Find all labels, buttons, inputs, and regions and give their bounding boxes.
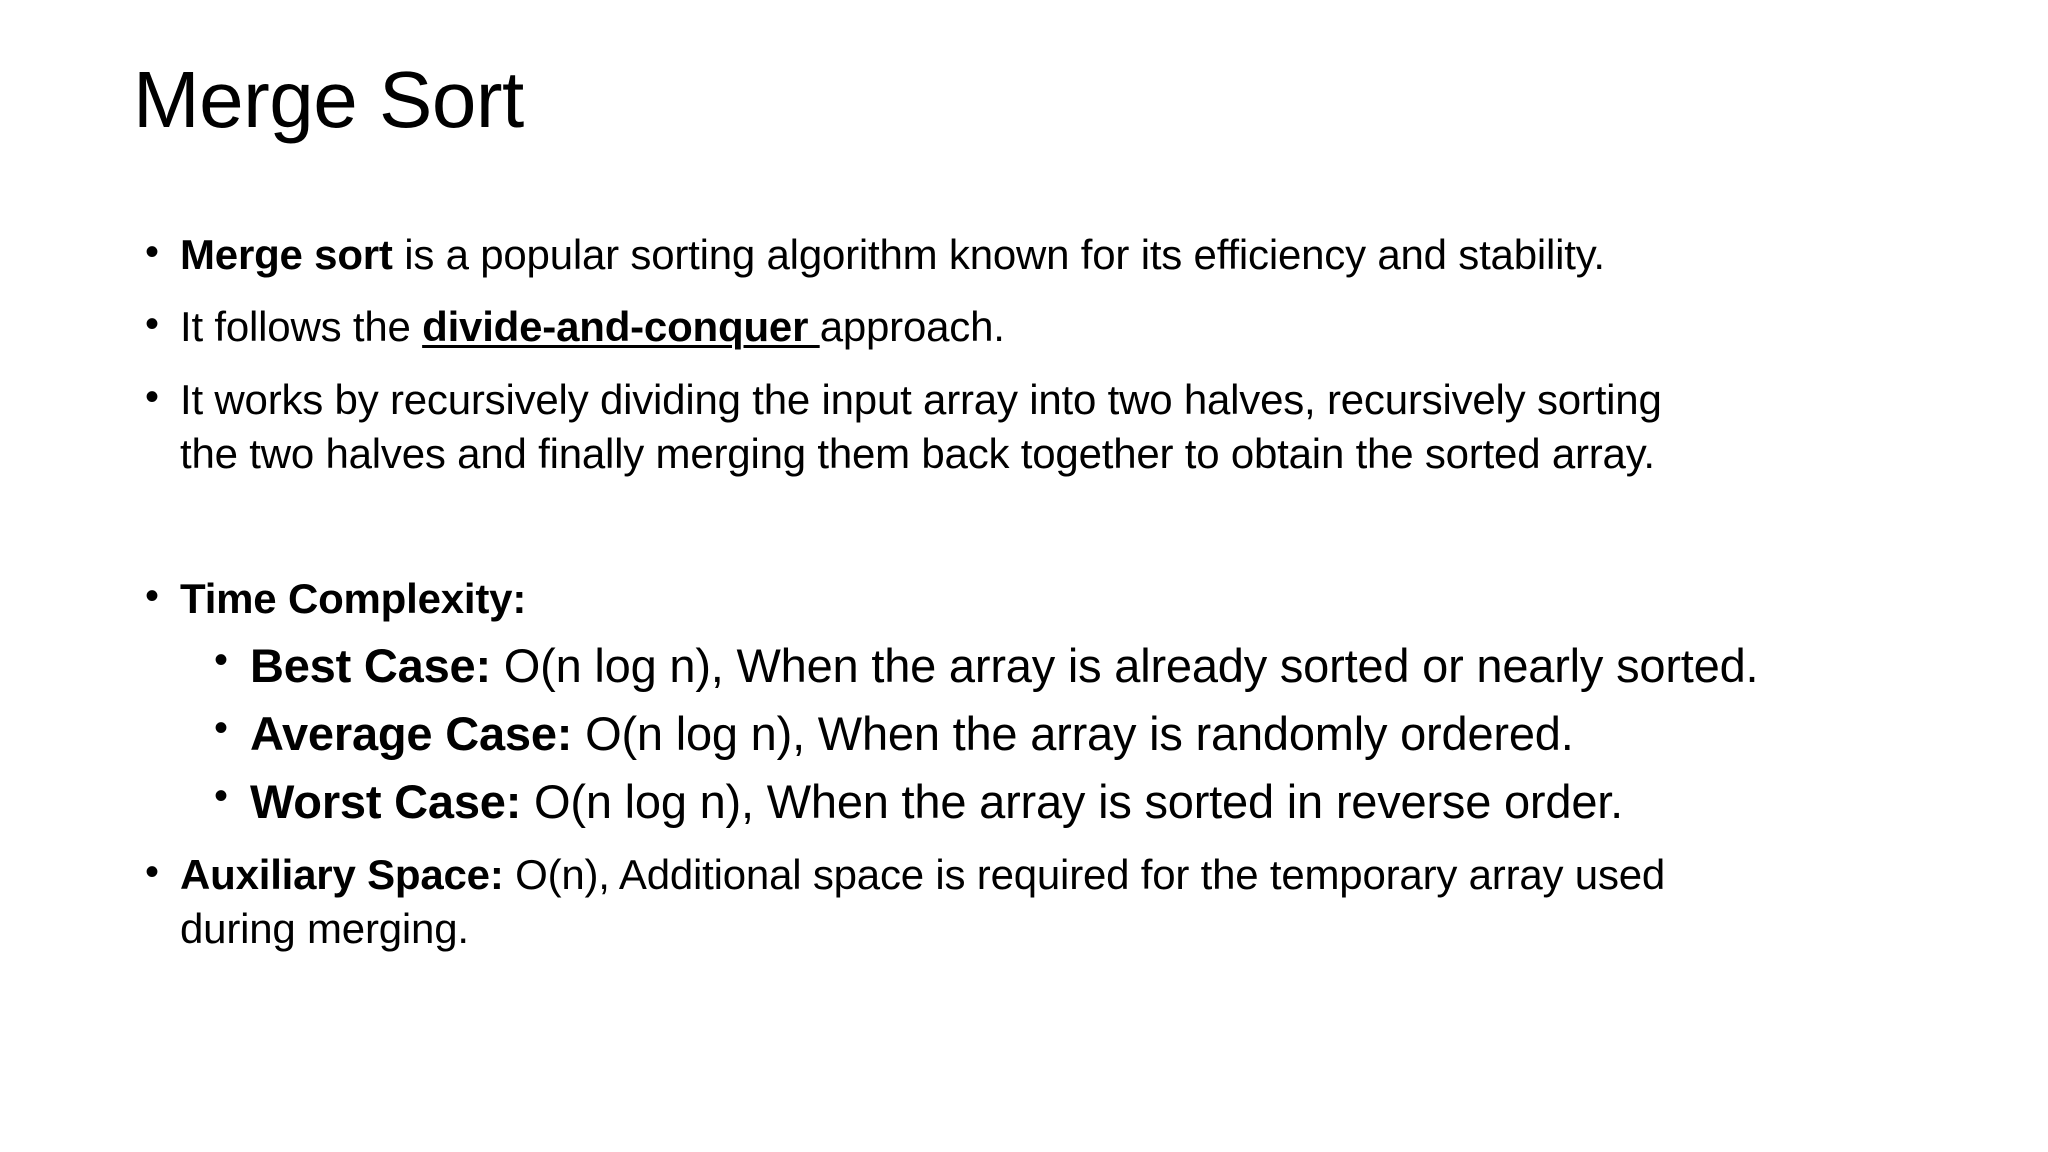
bullet-pre: It follows the xyxy=(180,303,423,350)
bullet-text: Time Complexity: xyxy=(180,575,527,622)
bullet-text-line-1: It works by recursively dividing the input array into two halves, recursively sorting xyxy=(180,376,1662,423)
bullet-dot: • xyxy=(145,230,160,274)
bullet-dot: • xyxy=(145,302,160,346)
bullet-rest: O(n), Additional space is required for the temporary array used xyxy=(503,851,1666,898)
sub-bullet-bold: Best Case: xyxy=(250,639,491,692)
bullet-dot: • xyxy=(145,574,160,618)
sub-bullet-text xyxy=(250,704,1574,764)
sub-bullet-rest: O(n log n), When the array is randomly ordered. xyxy=(572,707,1574,760)
sub-bullet-rest: O(n log n), When the array is already sorted or nearly sorted. xyxy=(490,639,1759,692)
sub-bullet-dot: • xyxy=(214,706,229,750)
bullet-text-line-2: the two halves and finally merging them back together to obtain the sorted array. xyxy=(180,430,1655,477)
bullet-text-line-2: during merging. xyxy=(180,905,469,952)
sub-bullet-text xyxy=(250,772,1623,832)
bullet-dot: • xyxy=(145,375,160,419)
slide-title: Merge Sort xyxy=(133,55,524,144)
sub-bullet-bold: Worst Case: xyxy=(250,775,522,828)
sub-bullet-dot: • xyxy=(214,638,229,682)
bullet-post: approach. xyxy=(819,303,1005,350)
sub-bullet-text xyxy=(250,636,1758,696)
bullet-rest: is a popular sorting algorithm known for its efficiency and stability. xyxy=(392,231,1605,278)
bullet-dot: • xyxy=(145,850,160,894)
bullet-bold: Auxiliary Space: xyxy=(180,851,504,898)
bullet-text-line-1 xyxy=(180,848,1665,902)
bullet-text xyxy=(180,228,1605,282)
bullet-text xyxy=(180,300,1005,354)
sub-bullet-dot: • xyxy=(214,774,229,818)
sub-bullet-bold: Average Case: xyxy=(250,707,573,760)
bullet-bold: Merge sort xyxy=(180,231,393,278)
sub-bullet-rest: O(n log n), When the array is sorted in reverse order. xyxy=(521,775,1623,828)
divide-and-conquer-link[interactable]: divide-and-conquer xyxy=(422,303,820,350)
